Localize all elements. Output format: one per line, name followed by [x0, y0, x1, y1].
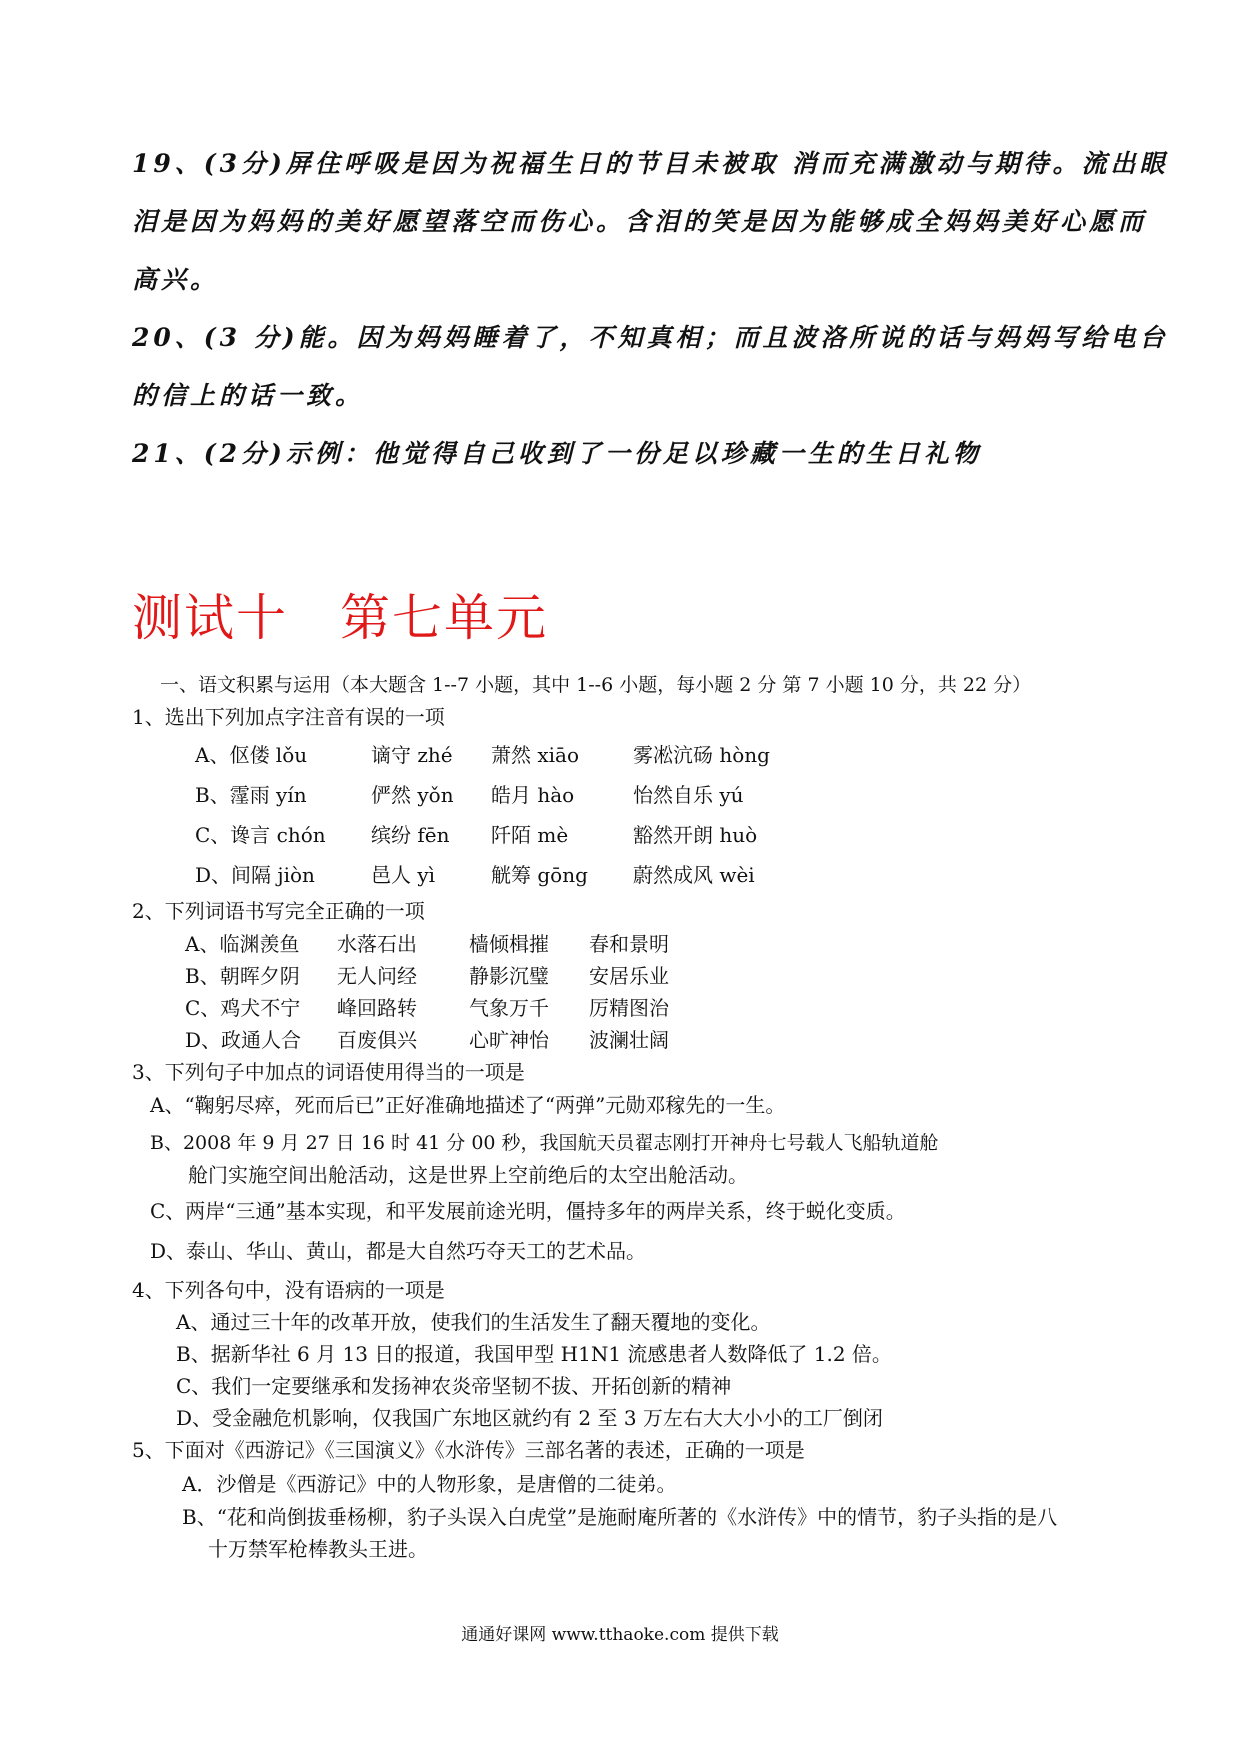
section-header: 一、语文积累与运用（本大题含 1--7 小题，其中 1--6 小题，每小题 2 分 第 7 小题 10 分，共 22 分） — [160, 674, 1032, 696]
q3-stem: 3、下列句子中加点的词语使用得当的一项是 — [132, 1060, 525, 1084]
answer-19-line-3: 高兴。 — [132, 265, 220, 294]
q3-option-a: A、“鞠躬尽瘁，死而后已”正好准确地描述了“两弹”元勋邓稼先的一生。 — [150, 1093, 786, 1117]
q2-option-d: D、政通人合 百废俱兴 心旷神怡 波澜壮阔 — [185, 1028, 669, 1052]
q4-option-b: B、据新华社 6 月 13 日的报道，我国甲型 H1N1 流感患者人数降低了 1.2 倍。 — [176, 1342, 892, 1366]
q2-option-b: B、朝晖夕阴 无人问经 静影沉璧 安居乐业 — [185, 964, 669, 988]
answer-21-line-1: 21、(2分)示例：他觉得自己收到了一份足以珍藏一生的生日礼物 — [132, 439, 982, 468]
q2-option-c: C、鸡犬不宁 峰回路转 气象万千 厉精图治 — [185, 996, 669, 1020]
q2-stem: 2、下列词语书写完全正确的一项 — [132, 899, 425, 923]
answer-19-line-1: 19、(3分)屏住呼吸是因为祝福生日的节目未被取 消而充满激动与期待。流出眼 — [132, 149, 1169, 178]
q3-option-b-line-1: B、2008 年 9 月 27 日 16 时 41 分 00 秒，我国航天员翟志刚打开神舟七号载人飞船轨道舱 — [150, 1132, 939, 1154]
q1-option-d: D、间隔 jiòn 邑人 yì 觥筹 gōng 蔚然成风 wèi — [195, 863, 755, 887]
answer-20-line-2: 的信上的话一致。 — [132, 381, 365, 410]
q1-option-c: C、谗言 chón 缤纷 fēn 阡陌 mè 豁然开朗 huò — [195, 823, 758, 847]
q1-option-b: B、霪雨 yín 俨然 yǒn 皓月 hào 怡然自乐 yú — [195, 783, 744, 807]
q3-option-b-line-2: 舱门实施空间出舱活动，这是世界上空前绝后的太空出舱活动。 — [188, 1163, 748, 1187]
q5-option-a: A．沙僧是《西游记》中的人物形象，是唐僧的二徒弟。 — [182, 1472, 677, 1496]
q4-option-d: D、受金融危机影响，仅我国广东地区就约有 2 至 3 万左右大大小小的工厂倒闭 — [176, 1406, 883, 1430]
q5-option-b-line-2: 十万禁军枪棒教头王进。 — [208, 1537, 428, 1561]
q1-stem: 1、选出下列加点字注音有误的一项 — [132, 705, 445, 729]
q4-option-a: A、通过三十年的改革开放，使我们的生活发生了翻天覆地的变化。 — [176, 1310, 771, 1334]
q2-option-a: A、临渊羡鱼 水落石出 樯倾楫摧 春和景明 — [185, 932, 669, 956]
q1-option-a: A、伛偻 lǒu 谪守 zhé 萧然 xiāo 雾凇沆砀 hòng — [195, 743, 770, 767]
unit-title-test: 测试十 — [132, 589, 288, 647]
unit-title-unit: 第七单元 — [340, 589, 548, 647]
q5-stem: 5、下面对《西游记》《三国演义》《水浒传》三部名著的表述，正确的一项是 — [132, 1438, 805, 1462]
q5-option-b-line-1: B、“花和尚倒拔垂杨柳，豹子头误入白虎堂”是施耐庵所著的《水浒传》中的情节，豹子头指的是八 — [182, 1505, 1058, 1529]
answer-19-line-2: 泪是因为妈妈的美好愿望落空而伤心。含泪的笑是因为能够成全妈妈美好心愿而 — [132, 207, 1148, 236]
unit-title — [132, 578, 548, 650]
footer-source: 通通好课网 www.tthaoke.com 提供下载 — [461, 1625, 779, 1645]
answer-20-line-1: 20、(3 分)能。因为妈妈睡着了，不知真相；而且波洛所说的话与妈妈写给电台 — [132, 323, 1169, 352]
q4-option-c: C、我们一定要继承和发扬神农炎帝坚韧不拔、开拓创新的精神 — [176, 1374, 732, 1398]
q4-stem: 4、下列各句中，没有语病的一项是 — [132, 1278, 445, 1302]
q3-option-c: C、两岸“三通”基本实现，和平发展前途光明，僵持多年的两岸关系，终于蜕化变质。 — [150, 1199, 906, 1223]
q3-option-d: D、泰山、华山、黄山，都是大自然巧夺天工的艺术品。 — [150, 1239, 647, 1263]
